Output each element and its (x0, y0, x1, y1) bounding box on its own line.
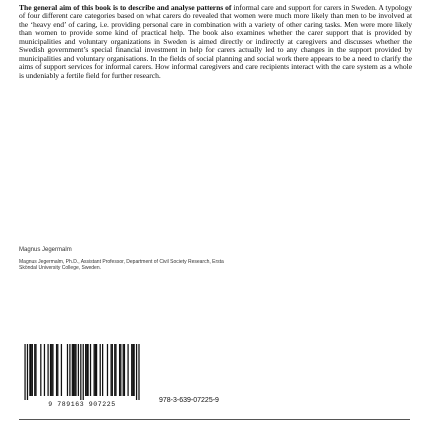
barcode-bar (29, 344, 30, 396)
barcode-bar (100, 344, 101, 396)
barcode-bar (75, 344, 76, 396)
barcode-bar (119, 344, 120, 396)
barcode-bar (134, 344, 135, 396)
barcode-bar (123, 344, 124, 396)
barcode-bar (127, 344, 128, 396)
bottom-divider (19, 419, 410, 420)
barcode-bar (86, 344, 87, 396)
barcode-bar (32, 344, 33, 396)
barcode-bar (110, 344, 111, 396)
barcode (22, 344, 142, 400)
barcode-bar (136, 344, 137, 400)
barcode-bar (56, 344, 57, 396)
barcode-bar (44, 344, 45, 396)
barcode-bar (52, 344, 53, 396)
barcode-bar (115, 344, 116, 396)
barcode-bar (78, 344, 79, 396)
author-name: Magnus Jegermalm (19, 247, 72, 253)
barcode-bar (69, 344, 70, 396)
barcode-bar (138, 344, 139, 400)
barcode-bar (107, 344, 108, 396)
barcode-bar (80, 344, 81, 400)
barcode-bar (94, 344, 95, 396)
barcode-digits: 9 789163 907225 (48, 401, 116, 408)
barcode-bar (90, 344, 91, 396)
barcode-bar (114, 344, 115, 396)
barcode-bar (120, 344, 121, 396)
barcode-bar (124, 344, 125, 396)
barcode-bar (30, 344, 31, 396)
barcode-graphic (22, 344, 142, 400)
barcode-bar (85, 344, 86, 396)
barcode-bar (73, 344, 74, 396)
barcode-bar (95, 344, 96, 396)
barcode-bar (57, 344, 58, 396)
barcode-bar (112, 344, 113, 396)
barcode-bar (96, 344, 97, 396)
isbn-number: 978-3-639-07225-9 (159, 397, 219, 404)
barcode-bar (51, 344, 52, 396)
barcode-bar (27, 344, 28, 400)
description-lead: The general aim of this book is to describe and analyse patterns of (19, 3, 232, 12)
barcode-bar (47, 344, 48, 396)
book-description (19, 4, 412, 80)
description-body: informal care and support for carers in Sweden. A typology of four different care categories based on what carers do revealed that women were much more likely than men to be involved at the ‘heavy end’ of caring, i.e. providing personal care in combination with a variety of other caring tasks. Men were more likely than women to provide some kind of practical help. The book also examines whether the carer support that is provided by municipalities and voluntary organizations in Sweden is aimed directly or indirectly at caregivers and discusses whether the Swedish government’s special financial investment in help for carers actually led to any changes in the support provided by municipalities and voluntary organisations. In the fields of social planning and social work there appears to be a need to clarify the aims of support services for informal carers. How informal caregivers and care recipients interact with the care system as a whole is undeniably a fertile field for further research. (19, 3, 413, 80)
barcode-bar (72, 344, 73, 396)
barcode-bar (132, 344, 133, 396)
barcode-bar (67, 344, 68, 396)
barcode-bar (34, 344, 35, 396)
barcode-bar (50, 344, 51, 396)
barcode-bar (131, 344, 132, 396)
barcode-bar (102, 344, 103, 396)
barcode-bar (87, 344, 88, 396)
barcode-bar (24, 344, 25, 400)
barcode-bar (61, 344, 62, 396)
barcode-bar (40, 344, 41, 396)
barcode-bar (83, 344, 84, 400)
barcode-bar (35, 344, 36, 396)
author-bio: Magnus Jegermalm, Ph.D., Assistant Professor, Department of Civil Society Research, Ersta Sköndal University College, Sweden. (19, 259, 224, 272)
barcode-bar (74, 344, 75, 396)
